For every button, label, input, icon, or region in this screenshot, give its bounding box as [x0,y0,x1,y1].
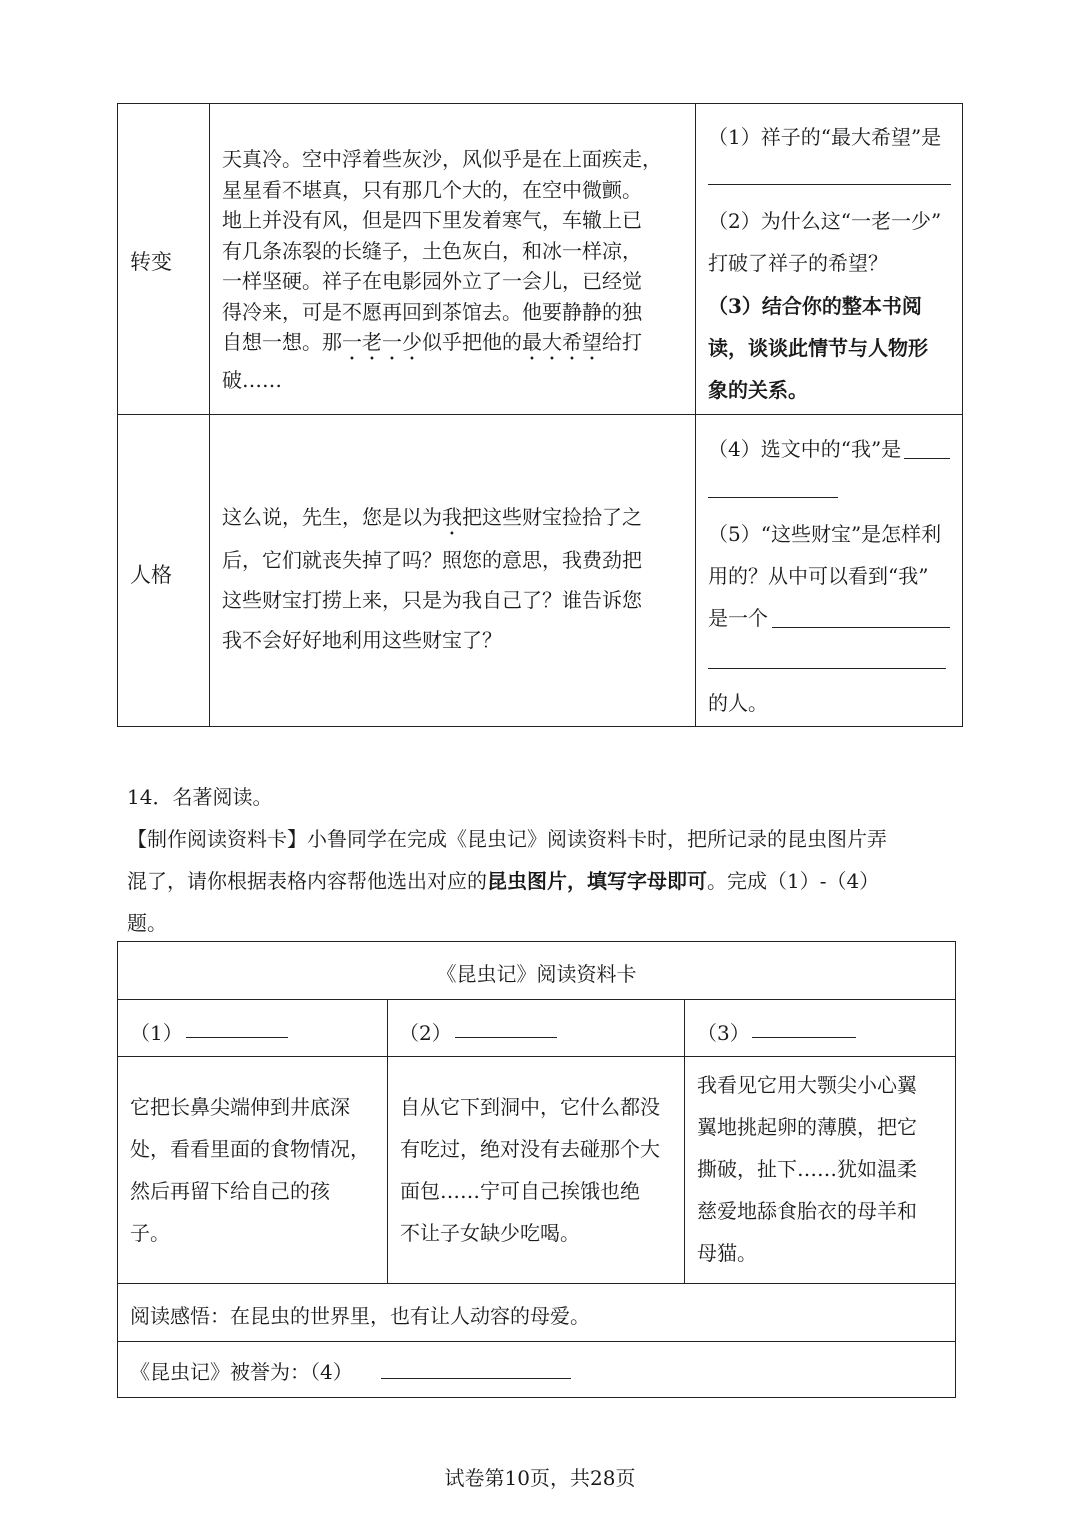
question-14-intro: 题。 [127,911,167,935]
answer-blank[interactable] [772,627,950,628]
description-line: 翼地挑起卵的薄膜，把它 [697,1115,917,1139]
reading-reflection: 阅读感悟：在昆虫的世界里，也有让人动容的母爱。 [130,1304,590,1328]
divider [118,1341,955,1342]
intro-segment: 混了，请你根据表格内容帮他选出对应的 [127,869,487,893]
passage-cell [210,104,696,414]
question-5-line: 用的？从中可以看到“我” [708,564,929,588]
divider [118,1056,955,1057]
passage-line [222,327,682,365]
passage-segment: 自想一想。那 [222,330,342,354]
passage-segment: 似乎把他的 [422,330,522,354]
passage-segment: 把这些财宝捡拾了之 [462,505,642,529]
question-5-line: 是一个 [708,606,768,630]
reputation-prompt: 《昆虫记》被誉为：（4） [130,1360,353,1384]
divider [118,999,955,1000]
passage-line: 破…… [222,368,282,392]
description-line: 面包……宁可自己挨饿也绝 [400,1179,640,1203]
passage-line: 有几条冻裂的长缝子，土色灰白，和冰一样凉， [222,238,642,263]
description-line: 有吃过，绝对没有去碰那个大 [400,1137,660,1161]
column-divider [387,999,388,1283]
passage-line: 后，它们就丧失掉了吗？照您的意思，我费劲把 [222,548,642,572]
passage-line: 我不会好好地利用这些财宝了？ [222,628,502,652]
description-line: 不让子女缺少吃喝。 [400,1221,580,1245]
question-2-line: （2）为什么这“一老一少” [708,209,942,233]
description-line: 我看见它用大颚尖小心翼 [697,1073,917,1097]
questions-cell [696,415,962,726]
row-label: 人格 [130,563,172,587]
passage-text [222,144,682,396]
divider [118,1283,955,1284]
question-3-line: 读，谈谈此情节与人物形 [708,336,928,360]
description-line: 自从它下到洞中，它什么都没 [400,1095,660,1119]
question-5-end: 的人。 [708,691,768,715]
passage-line: 一样坚硬。祥子在电影园外立了一会儿，已经觉 [222,269,642,293]
passage-line: 得冷来，可是不愿再回到茶馆去。他要静静的独 [222,299,642,324]
card-title: 《昆虫记》阅读资料卡 [436,962,637,986]
description-cell-3 [697,1064,917,1274]
intro-segment: 。完成（1）-（4） [707,869,880,893]
table-row-personality [118,415,962,726]
question-3-line: 象的关系。 [708,378,808,402]
question-2-line: 打破了祥子的希望？ [708,251,888,275]
description-line: 母猫。 [697,1241,757,1265]
answer-blank[interactable] [708,184,951,185]
answer-blank-3[interactable] [752,1037,856,1038]
answer-blank[interactable] [904,458,950,459]
row-label-cell [118,415,210,726]
reading-card-table [117,941,956,1398]
question-14-title: 14．名著阅读。 [127,785,273,809]
description-line: 撕破，扯下……犹如温柔 [697,1157,917,1181]
passage-line: 这些财宝打捞上来，只是为我自己了？谁告诉您 [222,588,642,612]
description-line: 慈爱地舔食胎衣的母羊和 [697,1199,917,1223]
intro-emphasis: 昆虫图片，填写字母即可 [487,869,707,893]
question-5-line: （5）“这些财宝”是怎样利 [708,522,942,546]
answer-blank-4[interactable] [381,1378,571,1379]
passage-text [222,497,682,660]
description-line: 子。 [130,1221,170,1245]
passage-cell [210,415,696,726]
description-cell-2 [400,1086,660,1254]
blank-label-1: （1） [130,1021,183,1045]
passage-line: 地上并没有风，但是四下里发着寒气，车辙上已 [222,208,642,232]
description-line: 然后再留下给自己的孩 [130,1179,330,1203]
passage-line: 天真冷。空中浮着些灰沙，风似乎是在上面疾走， [222,147,662,171]
answer-blank-2[interactable] [455,1037,557,1038]
row-label-cell [118,104,210,414]
emphasized-text: 我 [442,505,462,529]
passage-segment: 这么说，先生，您是以为 [222,505,442,529]
blank-label-2: （2） [399,1021,452,1045]
passage-line [222,497,682,540]
table-row-transformation [118,104,962,415]
reading-table-1 [117,103,963,727]
emphasized-text: 一老一少 [342,330,422,354]
description-line: 它把长鼻尖端伸到井底深 [130,1095,350,1119]
questions-cell [696,104,962,414]
row-label: 转变 [130,250,172,274]
passage-segment: 给打 [602,330,642,354]
question-4: （4）选文中的“我”是 [708,437,902,461]
description-line: 处，看看里面的食物情况， [130,1137,370,1161]
answer-blank[interactable] [708,497,838,498]
answer-blank[interactable] [708,668,946,669]
question-1: （1）祥子的“最大希望”是 [708,125,942,149]
answer-blank-1[interactable] [186,1037,288,1038]
page-footer: 试卷第10页，共28页 [444,1466,636,1490]
column-divider [684,999,685,1283]
question-14-intro [127,865,879,894]
question-3-line: （3）结合你的整本书阅 [708,294,922,318]
description-cell-1 [130,1086,370,1254]
passage-line: 星星看不堪真，只有那几个大的，在空中微颤。 [222,177,642,202]
emphasized-text: 最大希望 [522,330,602,354]
blank-label-3: （3） [697,1021,750,1045]
question-14-intro: 【制作阅读资料卡】小鲁同学在完成《昆虫记》阅读资料卡时，把所记录的昆虫图片弄 [127,827,887,851]
